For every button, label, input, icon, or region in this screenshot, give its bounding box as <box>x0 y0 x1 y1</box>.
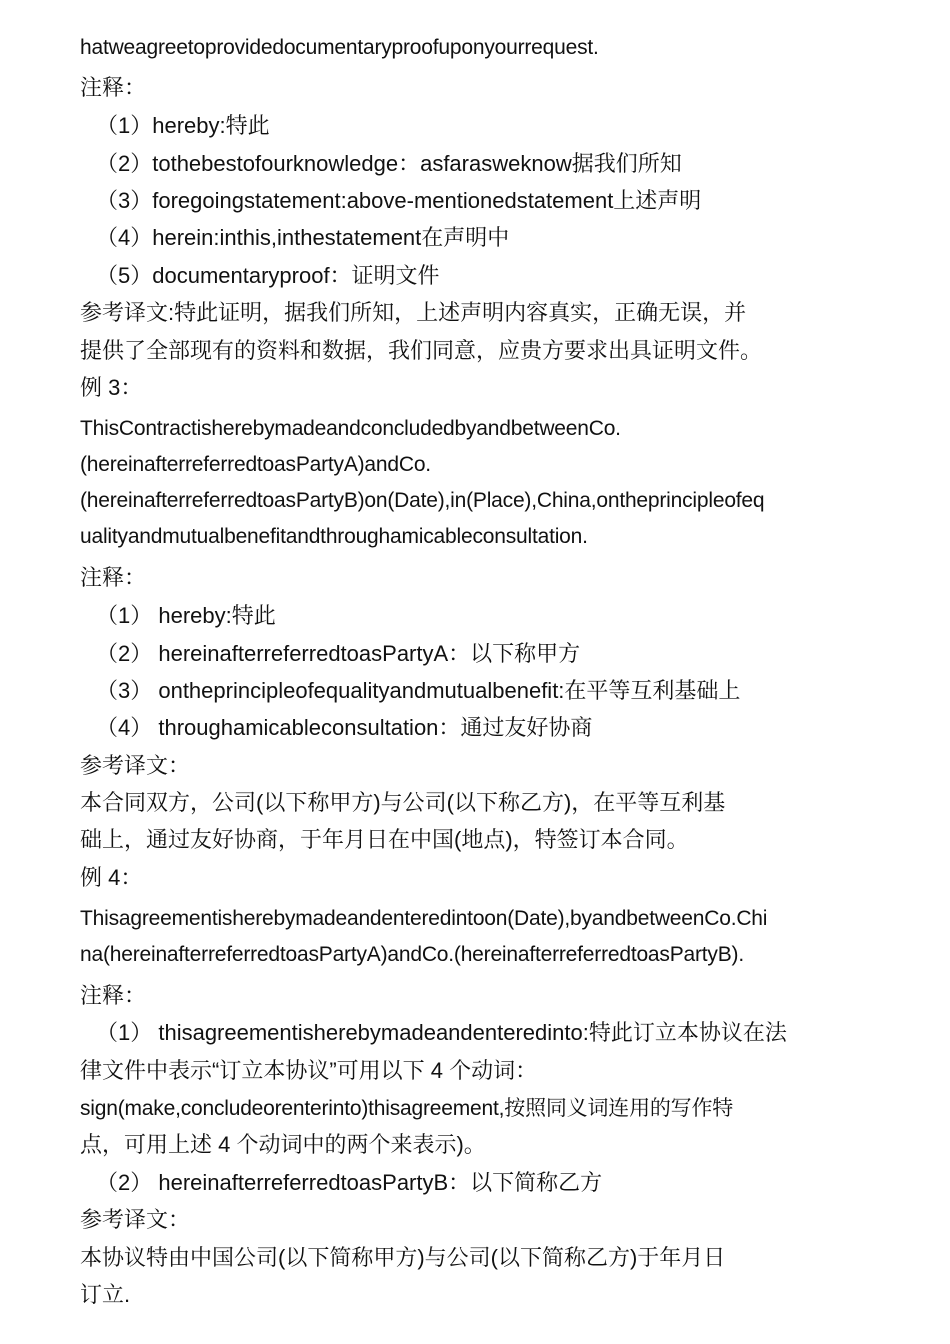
note-item: （4） throughamicableconsultation：通过友好协商 <box>96 715 593 740</box>
translation-heading: 参考译文： <box>80 1207 191 1232</box>
text-line: (hereinafterreferredtoasPartyA)andCo. <box>80 453 431 476</box>
translation-line: 订立. <box>80 1282 131 1307</box>
notes-heading: 注释： <box>80 983 147 1008</box>
notes-heading: 注释： <box>80 75 147 100</box>
text-line: hatweagreetoprovidedocumentaryproofuponyourrequest. <box>80 36 599 59</box>
note-item: （1） hereby:特此 <box>96 603 276 628</box>
notes-heading: 注释： <box>80 565 147 590</box>
note-item: （1） thisagreementisherebymadeandenteredinto:特此订立本协议在法 <box>96 1020 787 1045</box>
note-continuation: 律文件中表示“订立本协议”可用以下 4 个动词： <box>80 1058 538 1083</box>
note-item: （2）tothebestofourknowledge：asfarasweknow据我们所知 <box>96 151 682 176</box>
text-line: ualityandmutualbenefitandthroughamicableconsultation. <box>80 525 588 548</box>
translation-line: 提供了全部现有的资料和数据，我们同意，应贵方要求出具证明文件。 <box>80 338 763 363</box>
translation-line: 本合同双方，公司(以下称甲方)与公司(以下称乙方)，在平等互利基 <box>80 790 726 815</box>
text-line: Thisagreementisherebymadeandenteredintoon(Date),byandbetweenCo.Chi <box>80 907 768 930</box>
note-item: （5）documentaryproof：证明文件 <box>96 263 440 288</box>
translation-heading: 参考译文： <box>80 753 191 778</box>
example-heading: 例 4： <box>80 865 143 890</box>
note-item: （2） hereinafterreferredtoasPartyA：以下称甲方 <box>96 641 581 666</box>
translation-line: 参考译文:特此证明，据我们所知，上述声明内容真实，正确无误，并 <box>80 300 747 325</box>
note-item: （2） hereinafterreferredtoasPartyB：以下简称乙方 <box>96 1170 603 1195</box>
note-continuation: sign(make,concludeorenterinto)thisagreement,按照同义词连用的写作特 <box>80 1097 734 1120</box>
example-heading: 例 3： <box>80 375 143 400</box>
text-line: na(hereinafterreferredtoasPartyA)andCo.(hereinafterreferredtoasPartyB). <box>80 943 744 966</box>
translation-line: 础上，通过友好协商，于年月日在中国(地点)，特签订本合同。 <box>80 827 689 852</box>
text-line: (hereinafterreferredtoasPartyB)on(Date),in(Place),China,ontheprincipleofeq <box>80 489 765 512</box>
text-line: ThisContractisherebymadeandconcludedbyandbetweenCo. <box>80 417 621 440</box>
note-item: （4）herein:inthis,inthestatement在声明中 <box>96 225 510 250</box>
translation-line: 本协议特由中国公司(以下简称甲方)与公司(以下简称乙方)于年月日 <box>80 1245 726 1270</box>
note-continuation: 点，可用上述 4 个动词中的两个来表示)。 <box>80 1132 486 1157</box>
note-item: （1）hereby:特此 <box>96 113 270 138</box>
note-item: （3） ontheprincipleofequalityandmutualbenefit:在平等互利基础上 <box>96 678 741 703</box>
note-item: （3）foregoingstatement:above-mentionedstatement上述声明 <box>96 188 702 213</box>
